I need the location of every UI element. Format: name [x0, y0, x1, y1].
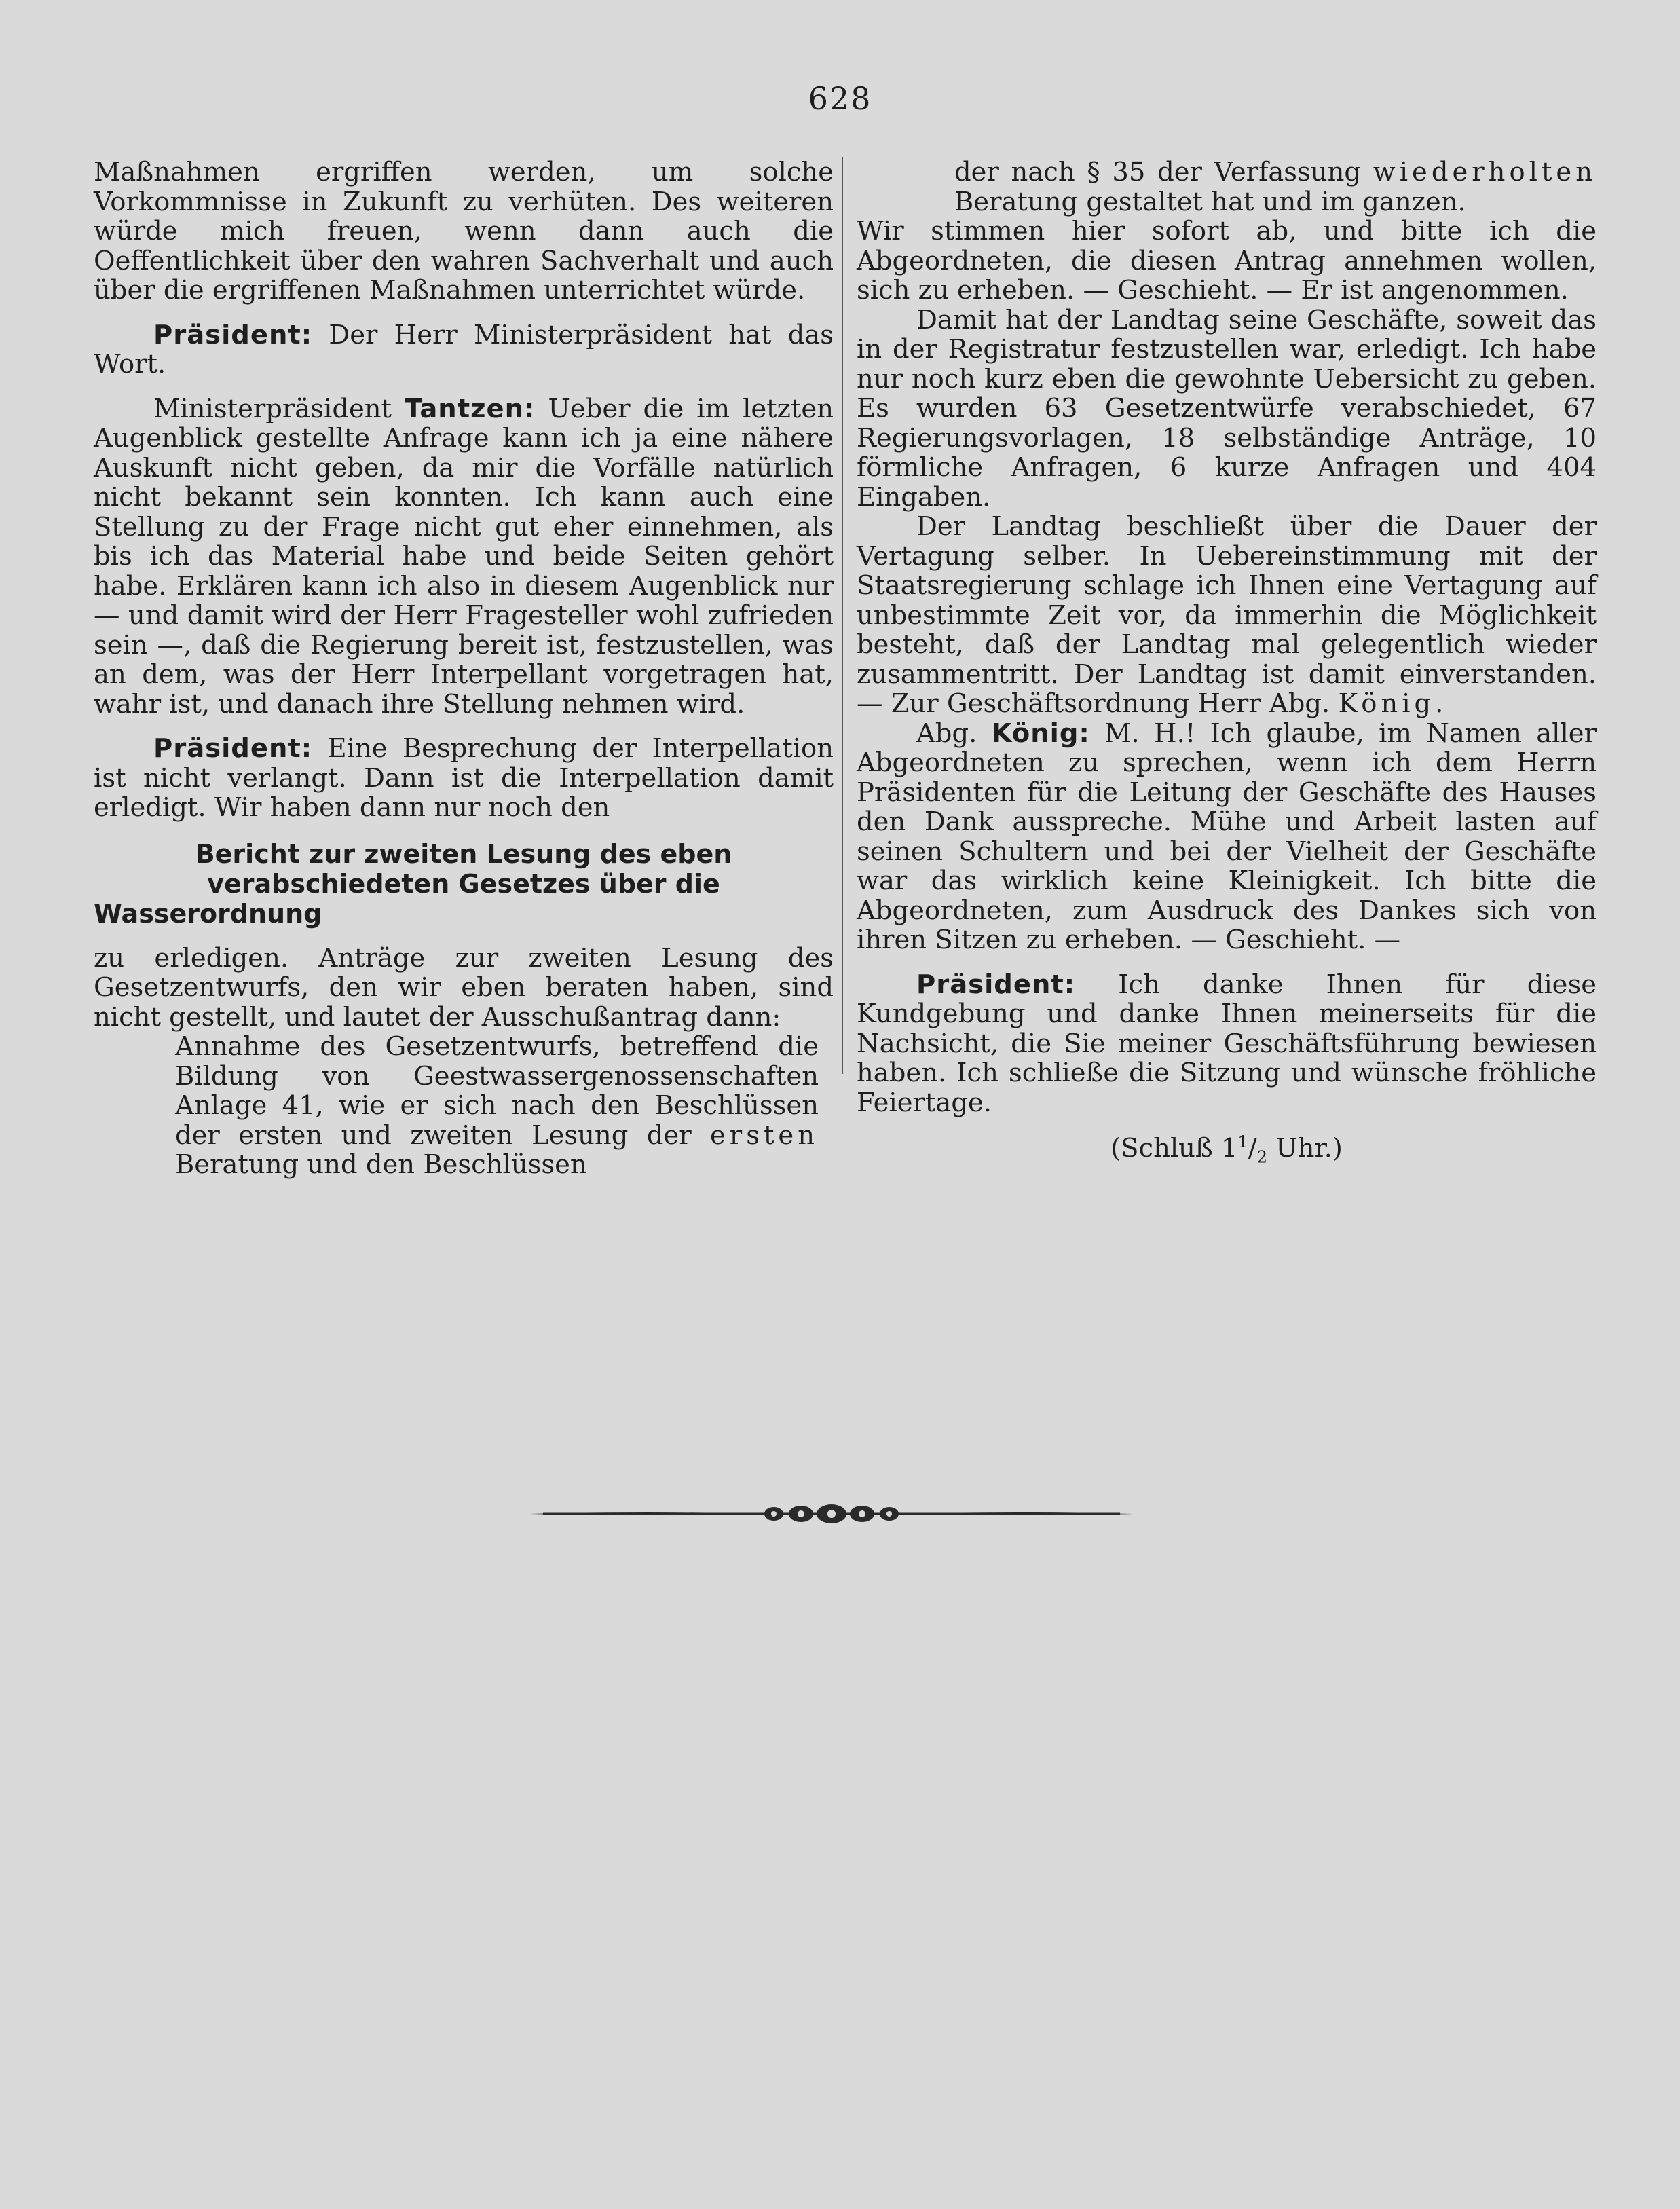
paragraph-text: Der Herr Ministerpräsident hat das Wort.: [94, 319, 834, 379]
right-column: [857, 157, 1597, 1167]
quote-text: Beratung und den Beschlüssen: [175, 1149, 587, 1180]
ornament-divider-icon: [529, 1493, 1134, 1534]
speaker-name: Präsident:: [153, 319, 313, 350]
fraction-denominator: 2: [1256, 1147, 1267, 1167]
paragraph: [857, 970, 1597, 1118]
paragraph: [94, 394, 834, 720]
left-column: [94, 157, 834, 1180]
speaker-name: Präsident:: [916, 969, 1076, 1000]
emphasized-word: König.: [1338, 688, 1448, 719]
paragraph: [94, 320, 834, 379]
paragraph-text: Ich danke Ihnen für diese Kundgebung und danke Ihnen meinerseits für die Nachsicht, die Sie meiner Geschäftsführung bewiesen haben. Ich schließe die Sitzung und wünsche fröhliche Feiertage.: [857, 969, 1597, 1118]
quote-text: Beratung gestaltet hat und im ganzen.: [954, 186, 1466, 217]
speaker-title: Abg.: [916, 718, 992, 749]
speaker-name: Tantzen:: [405, 393, 536, 424]
quote-text: der nach § 35 der Verfassung: [954, 157, 1373, 187]
column-divider: [842, 157, 843, 1074]
fraction-slash: /: [1248, 1133, 1257, 1164]
page-number: 628: [808, 80, 872, 117]
quote-text: Annahme des Gesetzentwurfs, betreffend die Bildung von Geestwassergenossenschaften Anlage 41, wie er sich nach den Beschlüssen der ersten und zweiten Lesung der: [175, 1031, 819, 1151]
speaker-name: Präsident:: [153, 733, 313, 764]
emphasized-word: wiederholten: [1373, 157, 1597, 187]
paragraph-text: M. H.! Ich glaube, im Namen aller Abgeordneten zu sprechen, wenn ich dem Herrn Präsidenten für die Leitung der Geschäfte des Hauses den Dank ausspreche. Mühe und Arbeit lasten auf seinen Schultern und bei der Vielheit der Geschäfte war das wirklich keine Kleinigkeit. Ich bitte die Abgeordneten, zum Ausdruck des Dankes sich von ihren Sitzen zu erheben. — Geschieht. —: [857, 718, 1597, 955]
paragraph: zu erledigen. Anträge zur zweiten Lesung des Gesetzentwurfs, den wir eben beraten haben, sind nicht gestellt, und lautet der Ausschußantrag dann:: [94, 942, 834, 1033]
fraction-numerator: 1: [1237, 1132, 1248, 1152]
emphasized-word: ersten: [710, 1119, 819, 1151]
quoted-motion: [175, 1032, 819, 1180]
closing-text: Uhr.): [1267, 1133, 1343, 1164]
section-heading: Bericht zur zweiten Lesung des eben verabschiedeten Gesetzes über die Wasserordnung: [94, 838, 732, 929]
closing-text: (Schluß 1: [1110, 1133, 1238, 1164]
paragraph: Wir stimmen hier sofort ab, und bitte ich die Abgeordneten, die diesen Antrag annehmen wollen, sich zu erheben. — Geschieht. — Er ist angenommen.: [857, 216, 1597, 305]
paragraph: [857, 719, 1597, 955]
paragraph: Damit hat der Landtag seine Geschäfte, soweit das in der Registratur festzustellen war, erledigt. Ich habe nur noch kurz eben die gewohnte Uebersicht zu geben. Es wurden 63 Gesetzentwürfe verabschiedet, 67 Regierungsvorlagen, 18 selbständige Anträge, 10 förmliche Anfragen, 6 kurze Anfragen und 404 Eingaben.: [857, 304, 1597, 513]
paragraph: [857, 512, 1597, 719]
speaker-title: Ministerpräsident: [153, 393, 405, 424]
paragraph-text: Der Landtag beschließt über die Dauer der Vertagung selber. In Uebereinstimmung mit der Staatsregierung schlage ich Ihnen eine Vertagung auf unbestimmte Zeit vor, da immerhin die Möglichkeit besteht, daß der Landtag mal gelegentlich wieder zusammentritt. Der Landtag ist damit einverstanden. — Zur Geschäftsordnung Herr Abg.: [857, 511, 1597, 719]
paragraph-text: Eine Besprechung der Interpellation ist nicht verlangt. Dann ist die Interpellation damit erledigt. Wir haben dann nur noch den: [94, 733, 834, 823]
paragraph: [94, 734, 834, 823]
quoted-motion-continued: [954, 157, 1597, 217]
paragraph: Maßnahmen ergriffen werden, um solche Vorkommnisse in Zukunft zu verhüten. Des weiteren würde mich freuen, wenn dann auch die Oeffentlichkeit über den wahren Sachverhalt und auch über die ergriffenen Maßnahmen unterrichtet würde.: [94, 157, 834, 305]
speaker-name: König:: [991, 718, 1090, 749]
closing-note: [857, 1132, 1597, 1167]
paragraph-text: Ueber die im letzten Augenblick gestellte Anfrage kann ich ja eine nähere Auskunft nicht geben, da mir die Vorfälle natürlich nicht bekannt sein konnten. Ich kann auch eine Stellung zu der Frage nicht gut eher einnehmen, als bis ich das Material habe und beide Seiten gehört habe. Erklären kann ich also in diesem Augenblick nur — und damit wird der Herr Fragesteller wohl zufrieden sein —, daß die Regierung bereit ist, festzustellen, was an dem, was der Herr Interpellant vorgetragen hat, wahr ist, und danach ihre Stellung nehmen wird.: [94, 393, 834, 720]
